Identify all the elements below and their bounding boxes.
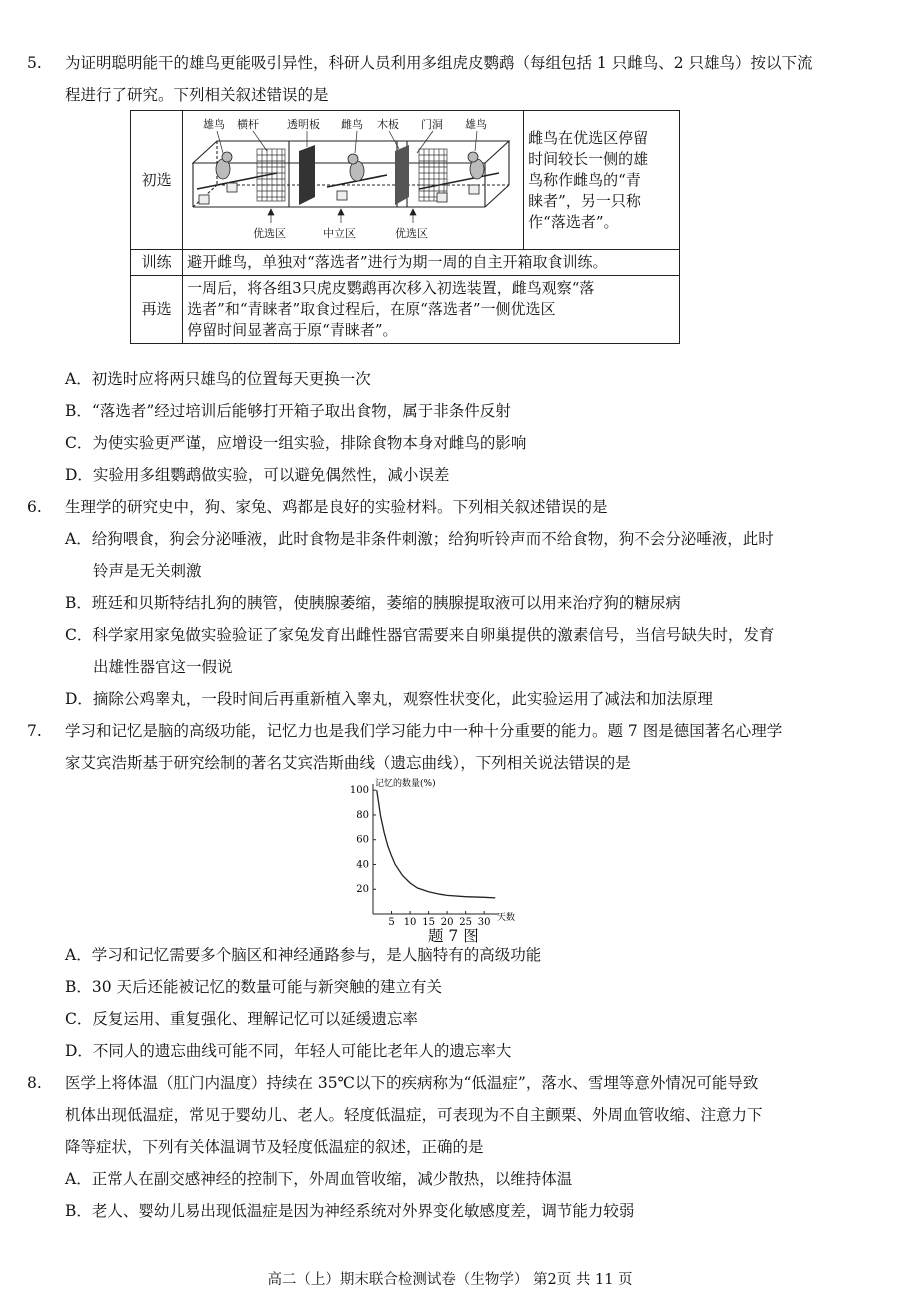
y-tick-label: 100 [349, 785, 369, 797]
label-male-right: 雄鸟 [465, 118, 488, 131]
wood-board [395, 145, 409, 205]
option-d: D．摘除公鸡睾丸，一段时间后再重新植入睾丸，观察性状变化，此实验运用了减法和加法原理 [65, 690, 713, 708]
question-5-stem: 为证明聪明能干的雄鸟更能吸引异性，科研人员利用多组虎皮鹦鹉（每组包括 1 只雌鸟、2 只雄鸟）按以下流 [65, 54, 813, 72]
option-b: B．“落选者”经过培训后能够打开箱子取出食物，属于非条件反射 [65, 402, 511, 420]
x-tick-label: 15 [422, 917, 435, 926]
option-c: C．反复运用、重复强化、理解记忆可以延缓遗忘率 [65, 1010, 418, 1028]
page-footer: 高二（上）期末联合检测试卷（生物学） 第2页 共 11 页 [267, 1272, 633, 1288]
experiment-table [130, 110, 680, 344]
transparent-board [299, 145, 315, 205]
x-tick-label: 30 [477, 917, 491, 926]
question-8-stem: 医学上将体温（肛门内温度）持续在 35℃以下的疾病称为“低温症”，落水、雪埋等意外情况可能导致 [65, 1074, 759, 1092]
reselect-text [183, 276, 680, 344]
option-c: C．科学家用家兔做实验验证了家兔发育出雌性器官需要来自卵巢提供的激素信号，当信号缺失时，发育 [65, 626, 775, 644]
question-7-stem: 学习和记忆是脑的高级功能，记忆力也是我们学习能力中一种十分重要的能力。题 7 图是德国著名心理学 [65, 722, 783, 740]
row-label: 再选 [131, 276, 183, 344]
question-7-stem: 家艾宾浩斯基于研究绘制的著名艾宾浩斯曲线（遗忘曲线），下列相关说法错误的是 [65, 754, 631, 772]
note-line: 作“落选者”。 [528, 212, 619, 231]
question-6-stem: 生理学的研究史中，狗、家兔、鸡都是良好的实验材料。下列相关叙述错误的是 [65, 498, 608, 516]
y-tick-label: 40 [356, 859, 369, 871]
forgetting-curve-chart [335, 776, 525, 926]
question-5-stem: 程进行了研究。下列相关叙述错误的是 [65, 86, 329, 104]
question-8-stem: 机体出现低温症，常见于婴幼儿、老人。轻度低温症，可表现为不自主颤栗、外周血管收缩、注意力下 [65, 1106, 763, 1124]
question-6-number: 6. [27, 498, 42, 516]
x-tick-label: 25 [459, 917, 473, 926]
option-c: C．为使实验更严谨，应增设一组实验，排除食物本身对雌鸟的影响 [65, 434, 527, 452]
label-wood-board: 木板 [377, 118, 400, 131]
question-7-number: 7. [27, 722, 42, 740]
reselect-line: 停留时间显著高于原“青睐者”。 [187, 321, 398, 339]
note-line: 睐者”，另一只称 [528, 191, 641, 210]
y-tick-label: 80 [356, 809, 369, 821]
x-tick-label: 10 [403, 917, 417, 926]
option-a: A．学习和记忆需要多个脑区和神经通路参与，是人脑特有的高级功能 [65, 946, 542, 964]
option-d: D．实验用多组鹦鹉做实验，可以避免偶然性，减小误差 [65, 466, 450, 484]
apparatus-figure [183, 111, 524, 250]
x-axis-label: 天数 [497, 913, 516, 923]
question-8-number: 8. [27, 1074, 42, 1092]
option-b: B．30 天后还能被记忆的数量可能与新突触的建立有关 [65, 978, 443, 996]
label-zone-left: 优选区 [253, 227, 287, 240]
row-label: 初选 [131, 111, 183, 250]
x-tick-label: 5 [388, 917, 395, 926]
label-female: 雌鸟 [341, 118, 364, 131]
option-d: D．不同人的遗忘曲线可能不同，年轻人可能比老年人的遗忘率大 [65, 1042, 512, 1060]
option-c-cont: 出雄性器官这一假说 [93, 658, 233, 676]
option-b: B．班廷和贝斯特结扎狗的胰管，使胰腺萎缩，萎缩的胰腺提取液可以用来治疗狗的糖尿病 [65, 594, 681, 612]
y-tick-label: 60 [356, 834, 369, 846]
apparatus-diagram [187, 113, 519, 241]
label-clear-board: 透明板 [287, 118, 321, 131]
row-label: 训练 [131, 250, 183, 276]
figure-caption: 题 7 图 [428, 927, 479, 945]
option-a-cont: 铃声是无关刺激 [93, 562, 202, 580]
note-line: 时间较长一侧的雄 [528, 149, 649, 168]
forgetting-curve-line [377, 790, 496, 898]
note-line: 鸟称作雌鸟的“青 [528, 170, 641, 189]
row-note [524, 111, 680, 250]
option-a: A．正常人在副交感神经的控制下，外周血管收缩，减少散热，以维持体温 [65, 1170, 573, 1188]
label-bar: 横杆 [237, 118, 260, 131]
label-male-left: 雄鸟 [203, 118, 226, 131]
x-tick-label: 20 [440, 917, 454, 926]
question-8-stem: 降等症状，下列有关体温调节及轻度低温症的叙述，正确的是 [65, 1138, 484, 1156]
note-line: 雌鸟在优选区停留 [528, 128, 649, 147]
reselect-line: 选者”和“青睐者”取食过程后，在原“落选者”一侧优选区 [187, 300, 556, 318]
y-tick-label: 20 [356, 884, 369, 896]
training-text: 避开雌鸟，单独对“落选者”进行为期一周的自主开箱取食训练。 [183, 250, 680, 276]
label-zone-mid: 中立区 [323, 227, 357, 240]
option-a: A．给狗喂食，狗会分泌唾液，此时食物是非条件刺激；给狗听铃声而不给食物，狗不会分泌唾液，此时 [65, 530, 774, 548]
option-b: B．老人、婴幼儿易出现低温症是因为神经系统对外界变化敏感度差，调节能力较弱 [65, 1202, 635, 1220]
option-a: A．初选时应将两只雄鸟的位置每天更换一次 [65, 370, 371, 388]
label-door: 门洞 [421, 118, 444, 131]
label-zone-right: 优选区 [395, 227, 429, 240]
y-axis-label: 记忆的数量(%) [375, 779, 436, 789]
question-5-number: 5. [27, 54, 42, 72]
reselect-line: 一周后，将各组3只虎皮鹦鹉再次移入初选装置，雌鸟观察“落 [187, 279, 595, 297]
